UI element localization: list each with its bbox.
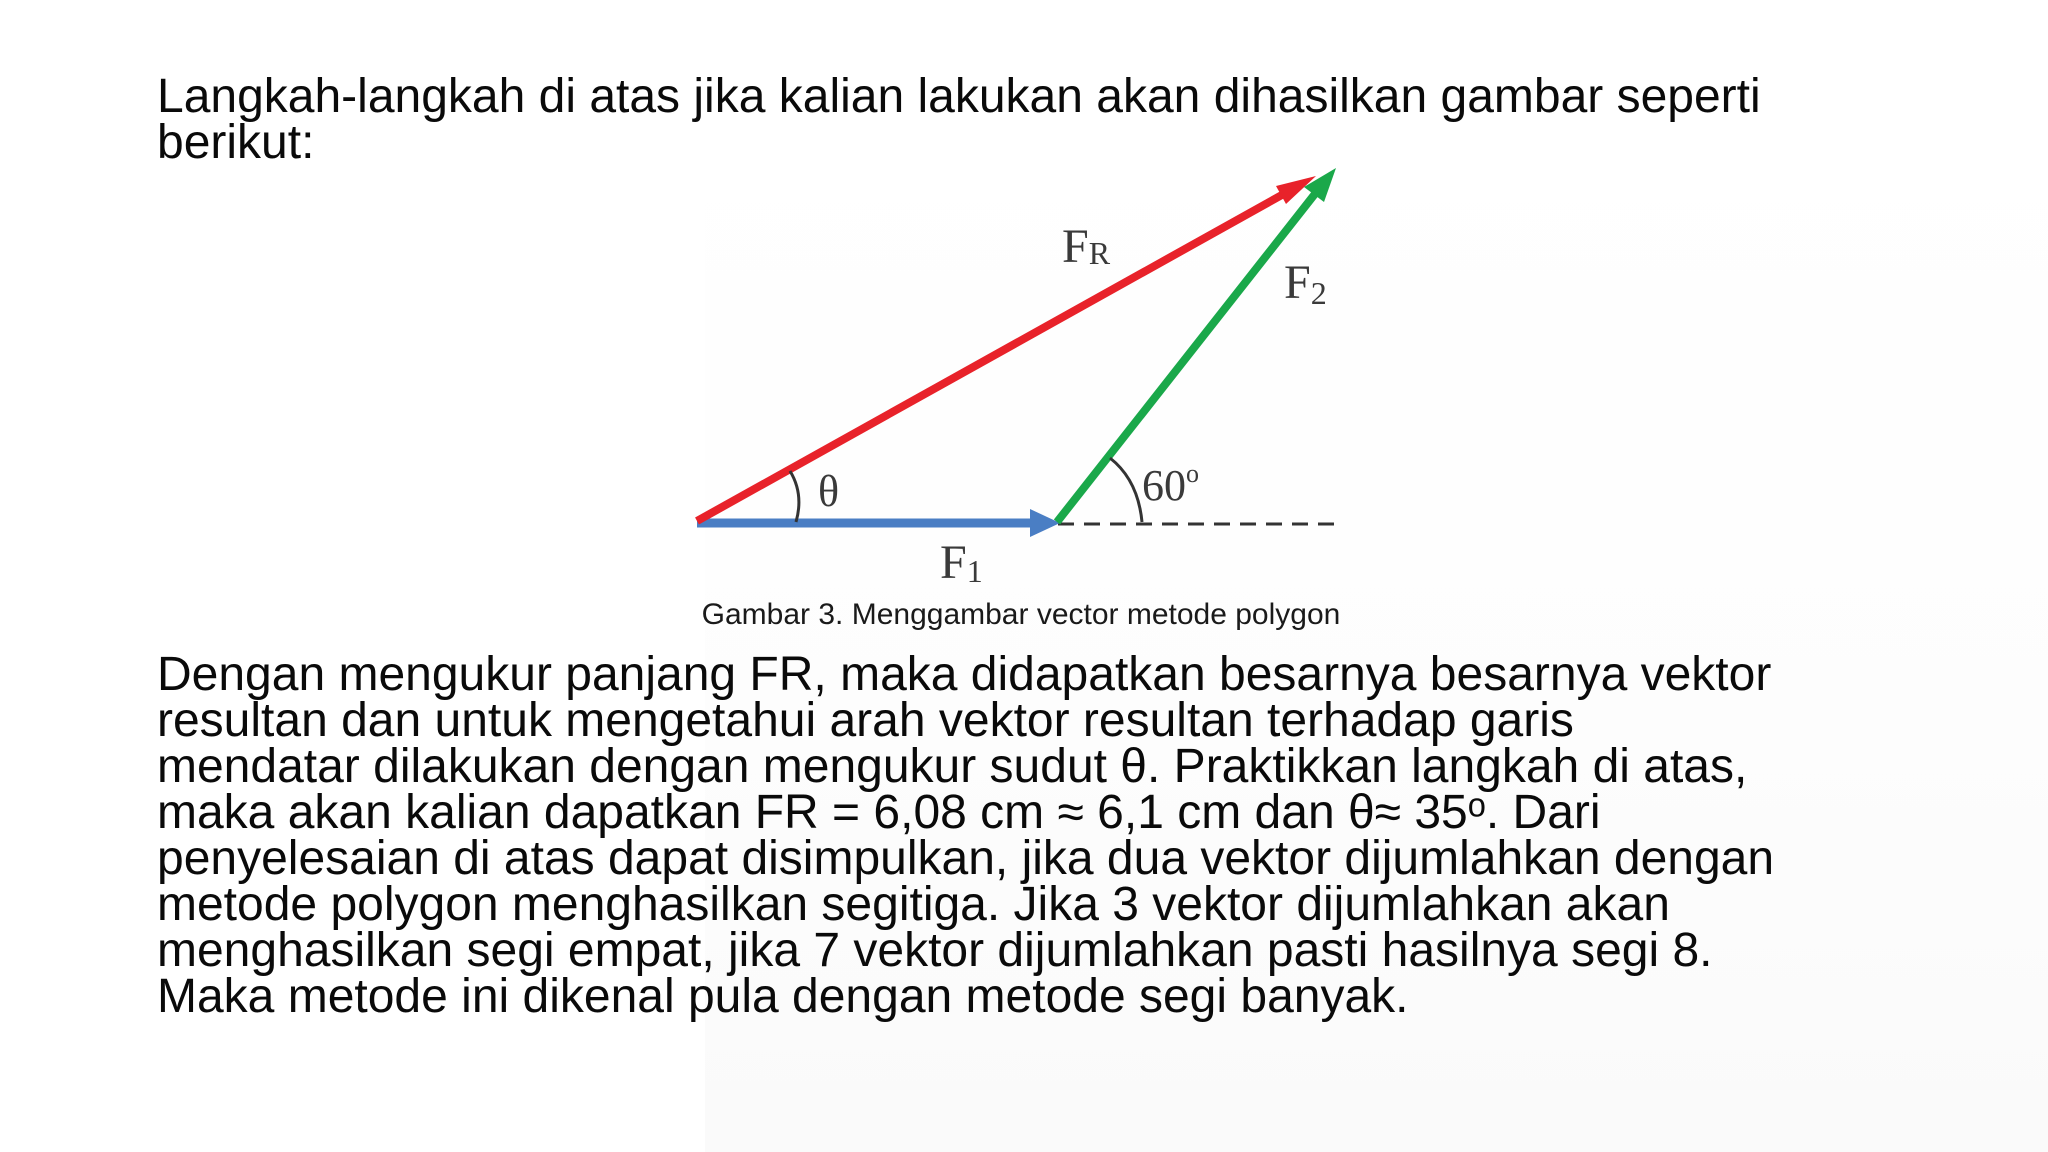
body-line-6: metode polygon menghasilkan segitiga. Jika 3 vektor dijumlahkan akan: [157, 878, 1670, 931]
body-line-7: menghasilkan segi empat, jika 7 vektor dijumlahkan pasti hasilnya segi 8.: [157, 924, 1713, 977]
intro-line-1: Langkah-langkah di atas jika kalian lakukan akan dihasilkan gambar seperti: [157, 70, 1761, 123]
body-paragraph: [157, 648, 1775, 1023]
f1-label: F1: [940, 536, 983, 589]
f2-label: F2: [1284, 256, 1327, 311]
body-line-8: Maka metode ini dikenal pula dengan metode segi banyak.: [157, 970, 1409, 1023]
figure-caption: Gambar 3. Menggambar vector metode polygon: [701, 598, 1341, 631]
body-line-5: penyelesaian di atas dapat disimpulkan, jika dua vektor dijumlahkan dengan: [157, 832, 1775, 885]
sixty-degree-label: 60$^o$: [1142, 459, 1199, 510]
sixty-angle-arc: [1110, 458, 1142, 522]
body-line-3: mendatar dilakukan dengan mengukur sudut θ. Praktikkan langkah di atas,: [157, 740, 1748, 793]
f1-arrowhead: [1030, 509, 1060, 537]
body-line-4: maka akan kalian dapatkan FR = 6,08 cm ≈ 6,1 cm dan θ≈ 35ᵒ. Dari: [157, 786, 1601, 839]
fr-label: FR: [1062, 220, 1111, 273]
theta-label: θ: [818, 467, 840, 516]
body-line-1: Dengan mengukur panjang FR, maka didapatkan besarnya besarnya vektor: [157, 648, 1772, 701]
fr-vector-line: [697, 186, 1298, 521]
intro-line-2: berikut:: [157, 116, 315, 169]
theta-angle-arc: [790, 471, 799, 522]
body-line-2: resultan dan untuk mengetahui arah vektor resultan terhadap garis: [157, 694, 1574, 747]
